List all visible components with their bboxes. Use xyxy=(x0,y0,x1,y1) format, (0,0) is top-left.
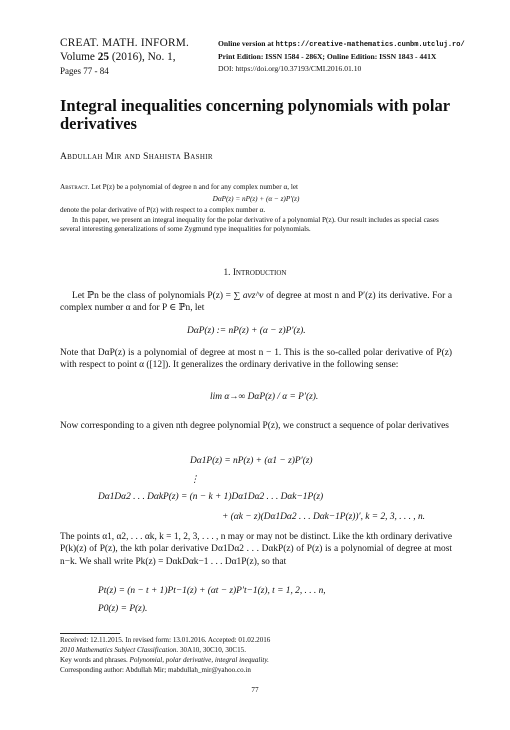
received-dates: Received: 12.11.2015. In revised form: 13.01.2016. Accepted: 01.02.2016 xyxy=(60,636,271,644)
msc-classification xyxy=(60,646,270,656)
corresponding-author: Corresponding author: Abdullah Mir; mabdullah_mir@yahoo.co.in xyxy=(60,665,251,674)
para1-text-a: Let ℙn be the class of polynomials P(z) = xyxy=(72,291,234,301)
volume-number: 25 xyxy=(97,51,110,63)
volume-rest: (2016), No. 1, xyxy=(109,51,176,63)
equation-6: + (αk − z)(Dα1Dα2 . . . Dαk−1P(z))′, k = 2, 3, . . . , n. xyxy=(222,512,425,522)
footnotes xyxy=(60,636,270,676)
abstract-paragraph-2: In this paper, we present an integral inequality for the polar derivative of a polynomial P(z). Our result includes as special cases several interesting generalizations of some Zygmund type inequalities for polynomials. xyxy=(60,215,439,234)
equation-8: P0(z) = P(z). xyxy=(98,604,148,614)
page-number: 77 xyxy=(251,686,259,694)
journal-name: CREAT. MATH. INFORM. xyxy=(60,37,190,49)
sum-formula: ∑ aνz^ν xyxy=(233,291,264,301)
abstract xyxy=(60,183,452,235)
section-number: 1. xyxy=(223,268,231,278)
msc-label: 2010 Mathematics Subject Classification. xyxy=(60,645,179,654)
para1-text-b: of degree at most n and P′(z) its derivative. For a complex number α and for P ∈ ℙn, let xyxy=(60,291,452,314)
paper-authors: Abdullah Mir and Shahista Bashir xyxy=(60,152,213,162)
paper-title: Integral inequalities concerning polynomials with polar derivatives xyxy=(60,96,450,133)
online-label: Online version at xyxy=(218,39,274,48)
equation-7: Pt(z) = (n − t + 1)Pt−1(z) + (αt − z)P′t−1(z), t = 1, 2, . . . n, xyxy=(98,586,326,596)
paragraph-3: Now corresponding to a given nth degree polynomial P(z), we construct a sequence of polar derivatives xyxy=(60,421,449,431)
abstract-equation: DαP(z) = nP(z) + (α − z)P′(z) xyxy=(212,194,300,203)
issn-line: Print Edition: ISSN 1584 - 286X; Online Edition: ISSN 1843 - 441X xyxy=(218,52,437,61)
keywords xyxy=(60,656,270,666)
abstract-label: Abstract. xyxy=(60,183,90,191)
equation-3: Dα1P(z) = nP(z) + (α1 − z)P′(z) xyxy=(190,456,313,466)
page-range: Pages 77 - 84 xyxy=(60,66,109,76)
journal-header-right xyxy=(218,38,465,75)
paragraph-1 xyxy=(60,290,452,315)
msc-codes: 30A10, 30C10, 30C15. xyxy=(178,645,247,654)
paragraph-2: Note that DαP(z) is a polynomial of degree at most n − 1. This is the so-called polar derivative of P(z) with respect to point α ([12]). It generalizes the ordinary derivative in the following sense: xyxy=(60,348,452,371)
equation-1: DαP(z) := nP(z) + (α − z)P′(z). xyxy=(187,326,306,336)
equation-2: lim α→∞ DαP(z) / α = P′(z). xyxy=(210,392,319,402)
keywords-text: Polynomial, polar derivative, integral inequality. xyxy=(127,655,269,664)
section-heading xyxy=(0,268,510,278)
equation-vdots: ⋮ xyxy=(190,475,200,485)
online-version xyxy=(218,38,465,51)
section-title: Introduction xyxy=(232,268,287,278)
abstract-line-2: denote the polar derivative of P(z) with respect to a complex number α. xyxy=(60,206,266,215)
abstract-line-1: Let P(z) be a polynomial of degree n and for any complex number α, let xyxy=(91,183,299,191)
online-url-link[interactable]: https://creative-mathematics.cunbm.utcluj.ro/ xyxy=(275,41,465,49)
keywords-label: Key words and phrases. xyxy=(60,655,128,664)
volume-line xyxy=(60,50,189,64)
equation-5: Dα1Dα2 . . . DαkP(z) = (n − k + 1)Dα1Dα2 . . . Dαk−1P(z) xyxy=(98,492,324,502)
doi-link[interactable]: DOI: https://doi.org/10.37193/CMI.2016.01.10 xyxy=(218,64,362,73)
footnote-rule xyxy=(60,633,120,634)
journal-header-left xyxy=(60,36,189,78)
volume-prefix: Volume xyxy=(60,51,98,63)
paragraph-4: The points α1, α2, . . . αk, k = 1, 2, 3, . . . , n may or may not be distinct. Like the kth ordinary derivative P(k)(z) of P(z), the kth polar derivative Dα1Dα2 . . . DαkP(z) of P(z) is a polynomial of degree at most n−k. We shall write Pk(z) = DαkDαk−1 . . . Dα1P(z), so that xyxy=(60,532,452,567)
